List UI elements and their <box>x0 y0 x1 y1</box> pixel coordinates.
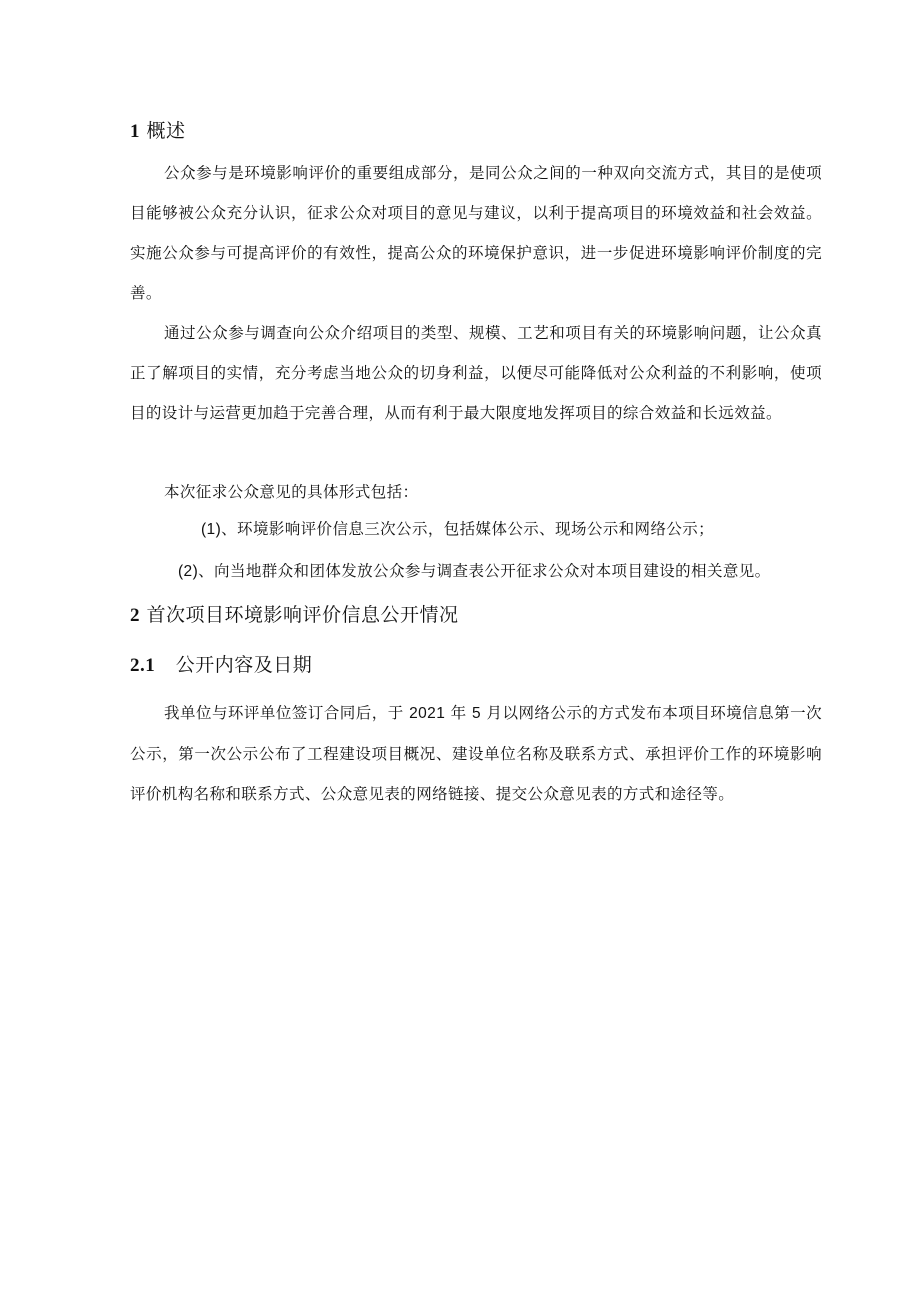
section-1-number: 1 <box>130 121 140 142</box>
section-2-1-paragraph <box>130 693 822 814</box>
paragraph-text-part-2: 年 <box>445 704 473 722</box>
list-item-1-marker: (1) <box>201 521 222 538</box>
list-item-2-text: 、向当地群众和团体发放公众参与调查表公开征求公众对本项目建设的相关意见。 <box>198 562 771 580</box>
section-2-1-number: 2.1 <box>130 655 156 676</box>
section-1-heading <box>130 119 186 144</box>
section-1-paragraph-1: 公众参与是环境影响评价的重要组成部分，是同公众之间的一种双向交流方式，其目的是使项目能够被公众充分认识，征求公众对项目的意见与建议，以利于提高项目的环境效益和社会效益。实施公众参与可提高评价的有效性，提高公众的环境保护意识，进一步促进环境影响评价制度的完善。 <box>130 164 822 302</box>
section-2-1-title: 公开内容及日期 <box>175 654 313 676</box>
section-2-heading <box>130 603 459 628</box>
section-1-title: 概述 <box>146 120 186 142</box>
section-2-number: 2 <box>130 605 140 626</box>
list-item-1-text: 、环境影响评价信息三次公示，包括媒体公示、现场公示和网络公示； <box>221 520 715 538</box>
publication-year: 2021 <box>409 705 446 722</box>
section-2-title: 首次项目环境影响评价信息公开情况 <box>146 604 459 626</box>
publication-month: 5 <box>472 705 482 722</box>
paragraph-text-part-1: 我单位与环评单位签订合同后，于 <box>164 704 410 722</box>
section-1-paragraph-3: 本次征求公众意见的具体形式包括： <box>164 483 419 501</box>
list-item-2-marker: (2) <box>178 563 199 580</box>
section-1-list-item-1 <box>201 517 714 542</box>
section-2-1-heading <box>130 653 312 678</box>
paragraph-text-part-3: 月以网络公示的方式发布本项目环境信息第一次公示，第一次公示公布了工程建设项目概况、建设单位名称及联系方式、承担评价工作的环境影响评价机构名称和联系方式、公众意见表的网络链接、提交公众意见表的方式和途径等。 <box>130 704 823 803</box>
section-1-paragraph-2: 通过公众参与调查向公众介绍项目的类型、规模、工艺和项目有关的环境影响问题，让公众真正了解项目的实情，充分考虑当地公众的切身利益，以便尽可能降低对公众利益的不利影响，使项目的设计与运营更加趋于完善合理，从而有利于最大限度地发挥项目的综合效益和长远效益。 <box>130 324 822 422</box>
section-1-list-item-2 <box>178 559 771 584</box>
